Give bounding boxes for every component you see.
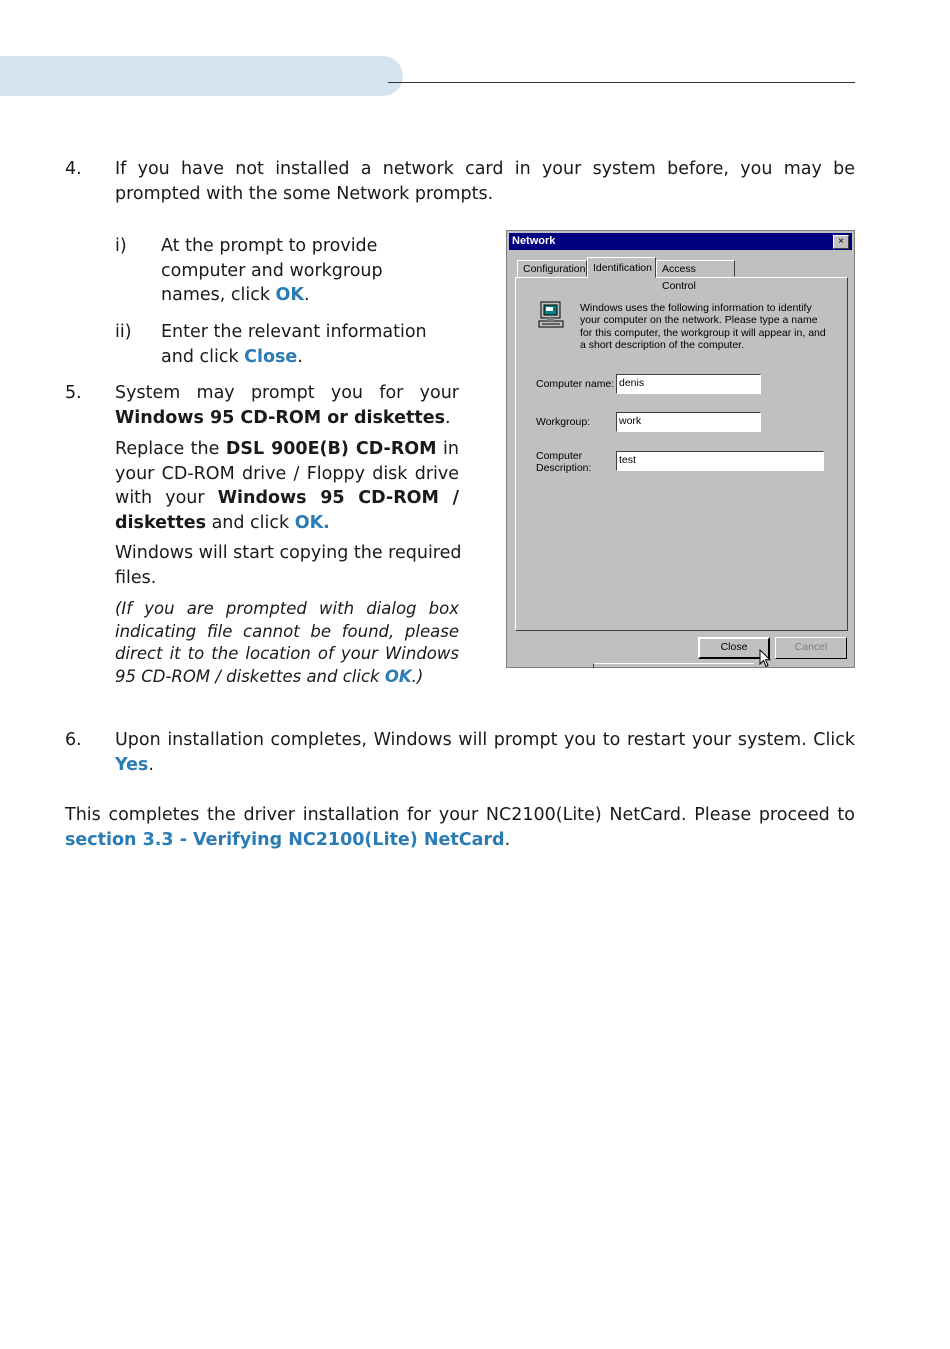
step-5-prefix: System may prompt you for your [115, 383, 459, 403]
step-5-copying-text: Windows will start copying the required files. [115, 543, 462, 588]
closing-body: This completes the driver installation for your NC2100(Lite) NetCard. Please proceed to [65, 805, 855, 825]
dialog-strip [593, 663, 754, 668]
mouse-cursor-icon [759, 649, 773, 669]
computer-description-label [536, 450, 591, 474]
p2-end: . [323, 512, 330, 533]
dialog-titlebar [509, 233, 852, 250]
p2-a: Replace the [115, 439, 226, 459]
step-4-ii-text [161, 320, 441, 369]
header-rule [388, 82, 855, 83]
computer-description-field[interactable]: test [616, 451, 824, 471]
note-end: .) [411, 666, 424, 686]
ok-action: OK [384, 666, 412, 686]
p2-bold-1: DSL 900E(B) CD-ROM [225, 439, 437, 459]
step-4-i-body: At the prompt to provide computer and workgroup names, click [161, 236, 383, 305]
closing-paragraph [65, 803, 855, 852]
identification-panel [515, 277, 848, 631]
workgroup-label: Workgroup: [536, 416, 591, 428]
close-action: Close [244, 346, 298, 367]
step-4-i-number: i) [115, 236, 127, 256]
yes-action: Yes [115, 754, 149, 775]
computer-name-label: Computer name: [536, 378, 615, 390]
cancel-button[interactable]: Cancel [775, 637, 847, 659]
step-6-body: Upon installation completes, Windows will prompt you to restart your system. Click [115, 730, 855, 750]
closing-end: . [504, 829, 511, 850]
desc-label-line-1: Computer [536, 450, 583, 462]
identification-description: Windows uses the following information to identify your computer on the network. Please type a name for this computer, the workgroup it will appear in, and a short description of the computer. [580, 302, 826, 351]
step-5-number: 5. [65, 383, 82, 403]
step-6-number: 6. [65, 730, 82, 750]
step-4-number: 4. [65, 159, 82, 179]
p2-bold-2: Windows 95 CD-ROM / diskettes [115, 488, 459, 533]
computer-name-field[interactable]: denis [616, 374, 761, 394]
step-4-ii-body: Enter the relevant information and click [161, 322, 427, 367]
p2-b: in your CD-ROM drive / Floppy disk drive with your [115, 439, 459, 508]
header-tab [0, 56, 403, 96]
close-icon[interactable]: × [833, 235, 849, 249]
step-5-note [115, 598, 459, 688]
step-4-ii-end: . [297, 346, 303, 367]
note-body: (If you are prompted with dialog box indicating file cannot be found, please direct it to the location of your Windows 95 CD-ROM / diskettes and click [115, 599, 459, 686]
network-dialog [506, 230, 855, 668]
ok-action: OK [275, 285, 304, 305]
step-6-text [115, 728, 855, 777]
tab-configuration[interactable]: Configuration [517, 260, 587, 277]
section-3-3-link[interactable]: section 3.3 - Verifying NC2100(Lite) NetCard [65, 829, 505, 850]
step-4-i-end: . [303, 285, 310, 305]
ok-action: OK [294, 512, 324, 533]
step-5-text [115, 381, 459, 430]
tab-access-control[interactable]: Access Control [656, 260, 735, 277]
step-4-i-text [161, 234, 391, 308]
close-button[interactable]: Close [698, 637, 770, 659]
p2-c: and click [206, 512, 295, 533]
step-6-end: . [148, 754, 154, 775]
step-4-text: If you have not installed a network card in your system before, you may be prompted with the some Network prompts. [115, 159, 855, 204]
desc-label-line-2: Description: [536, 462, 592, 474]
computer-icon [538, 301, 566, 331]
step-5-bold: Windows 95 CD-ROM or diskettes [115, 407, 445, 428]
step-5-replace-text [115, 437, 459, 535]
tab-identification[interactable]: Identification [587, 257, 656, 278]
step-5-end: . [445, 407, 451, 428]
step-4-ii-number: ii) [115, 322, 132, 342]
dialog-title: Network [512, 235, 556, 247]
workgroup-field[interactable]: work [616, 412, 761, 432]
